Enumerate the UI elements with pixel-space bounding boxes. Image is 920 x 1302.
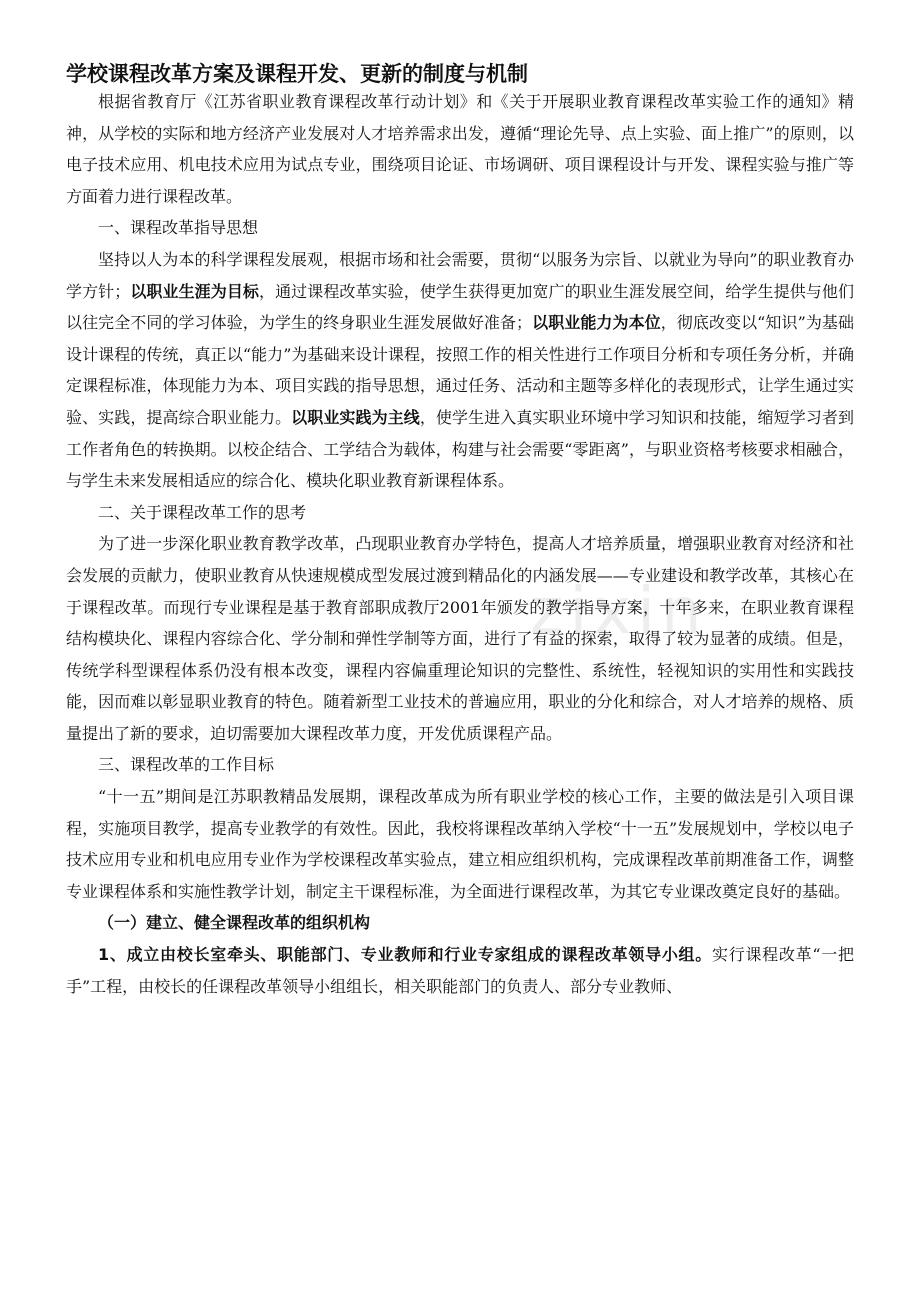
section-1-bold-3: 以职业实践为主线	[291, 407, 420, 427]
subsection-1-heading	[66, 907, 854, 939]
section-3-heading: 三、课程改革的工作目标	[98, 755, 275, 775]
section-1-paragraph	[66, 244, 854, 497]
section-1-text-d: ，彻底改变以“知识”为基础设计课程的传统，真正以“能力”为基础来设计课程，按照工作的相关性进行工作项目分析和专项任务分析，并确定课程标准，体现能力为本、项目实践的指导思想，通过任务、活动和主题等多样化的表现形式，让学生通过实验、实践，提高综合职业能力。	[66, 313, 854, 427]
section-1-text-a: 坚持以人为本的科学课程发展观，根据市场和社会需要，贯彻“以服务为宗旨、以就业为导向”的职业教育办学方针；	[66, 249, 854, 301]
section-1-heading: 一、课程改革指导思想	[98, 218, 259, 238]
watermark: zixin	[530, 575, 708, 649]
document-title: 学校课程改革方案及课程开发、更新的制度与机制	[66, 62, 528, 86]
section-1-bold-1: 以职业生涯为目标	[130, 281, 259, 301]
item-1-text: 实行课程改革“一把手”工程，由校长的任课程改革领导小组组长，相关职能部门的负责人、部分专业教师、	[66, 945, 854, 996]
section-1-bold-2: 以职业能力为本位	[532, 313, 661, 333]
intro-paragraph: 根据省教育厅《江苏省职业教育课程改革行动计划》和《关于开展职业教育课程改革实验工作的通知》精神，从学校的实际和地方经济产业发展对人才培养需求出发，遵循“理论先导、点上实验、面上推广”的原则，以电子技术应用、机电技术应用为试点专业，围绕项目论证、市场调研、项目课程设计与开发、课程实验与推广等方面着力进行课程改革。	[66, 92, 854, 206]
item-1-paragraph	[66, 939, 854, 1002]
item-1-bold: 1、成立由校长室牵头、职能部门、专业教师和行业专家组成的课程改革领导小组。	[98, 945, 712, 965]
section-1-text-e: ，使学生进入真实职业环境中学习知识和技能，缩短学习者到工作者角色的转换期。以校企结合、工学结合为载体，构建与社会需要“零距离”，与职业资格考核要求相融合，与学生未来发展相适应的综合化、模块化职业教育新课程体系。	[66, 407, 854, 491]
section-2-heading: 二、关于课程改革工作的思考	[98, 502, 307, 522]
section-2-paragraph: 为了进一步深化职业教育教学改革，凸现职业教育办学特色，提高人才培养质量，增强职业教育对经济和社会发展的贡献力，使职业教育从快速规模成型发展过渡到精品化的内涵发展——专业建设和教学改革，其核心在于课程改革。而现行专业课程是基于教育部职成教厅2001年颁发的教学指导方案，十年多来，在职业教育课程结构模块化、课程内容综合化、学分制和弹性学制等方面，进行了有益的探索，取得了较为显著的成绩。但是，传统学科型课程体系仍没有根本改变，课程内容偏重理论知识的完整性、系统性，轻视知识的实用性和实践技能，因而难以彰显职业教育的特色。随着新型工业技术的普遍应用，职业的分化和综合，对人才培养的规格、质量提出了新的要求，迫切需要加大课程改革力度，开发优质课程产品。	[66, 534, 854, 743]
section-3-paragraph: “十一五”期间是江苏职教精品发展期，课程改革成为所有职业学校的核心工作，主要的做法是引入项目课程，实施项目教学，提高专业教学的有效性。因此，我校将课程改革纳入学校“十一五”发展规划中，学校以电子技术应用专业和机电应用专业作为学校课程改革实验点，建立相应组织机构，完成课程改革前期准备工作，调整专业课程体系和实施性教学计划，制定主干课程标准，为全面进行课程改革，为其它专业课改奠定良好的基础。	[66, 787, 854, 901]
document-body	[66, 86, 854, 1002]
subsection-1-heading-text: （一）建立、健全课程改革的组织机构	[98, 913, 371, 933]
section-1-text-c: ，通过课程改革实验，使学生获得更加宽广的职业生涯发展空间，给学生提供与他们以往完全不同的学习体验，为学生的终身职业生涯发展做好准备；	[66, 281, 854, 333]
